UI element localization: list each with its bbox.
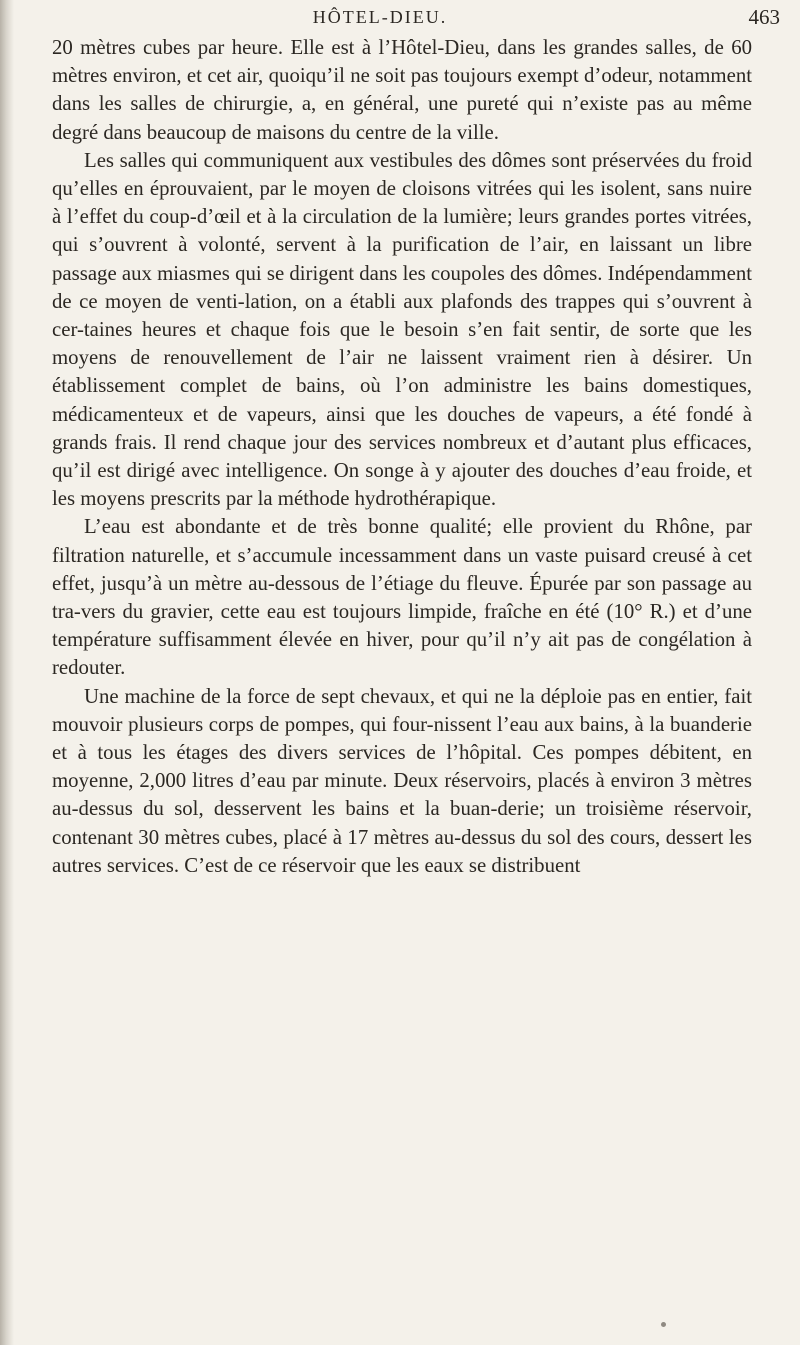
paragraph-ventilation: Les salles qui communiquent aux vestibules des dômes sont préservées du froid qu’elles en éprouvaient, par le moyen de cloisons vitrées qui les isolent, sans nuire à l’effet du coup-d’œil et à la circulation de la lumière; leurs grandes portes vitrées, qui s’ouvrent à volonté, servent à la purification de l’air, en laissant un libre passage aux miasmes qui se dirigent dans les coupoles des dômes. Indépendamment de ce moyen de venti-lation, on a établi aux plafonds des trappes qui s’ouvrent à cer-taines heures et chaque fois que le besoin s’en fait sentir, de sorte que les moyens de renouvellement de l’air ne laissent vraiment rien à désirer. Un établissement complet de bains, où l’on administre les bains domestiques, médicamenteux et de vapeurs, ainsi que les douches de vapeurs, a été fondé à grands frais. Il rend chaque jour des services nombreux et d’autant plus efficaces, qu’il est dirigé avec intelligence. On songe à y ajouter des douches d’eau froide, et les moyens prescrits par la méthode hydrothérapique. (52, 148, 752, 511)
paragraph-water: L’eau est abondante et de très bonne qualité; elle provient du Rhône, par filtration naturelle, et s’accumule incessamment dans un vaste puisard creusé à cet effet, jusqu’à un mètre au-dessous de l’étiage du fleuve. Épurée par son passage au tra-vers du gravier, cette eau est toujours limpide, fraîche en été (10° R.) et d’une température suffisamment élevée en hiver, pour qu’il n’y ait pas de congélation à redouter. (52, 515, 752, 680)
body-text (52, 34, 752, 880)
running-head: HÔTEL-DIEU. (312, 7, 448, 27)
ink-dot (661, 1322, 666, 1327)
page-number: 463 (748, 5, 780, 29)
paragraph-continuation: 20 mètres cubes par heure. Elle est à l’Hôtel-Dieu, dans les grandes salles, de 60 mètres environ, et cet air, quoiqu’il ne soit pas toujours exempt d’odeur, notamment dans les salles de chirurgie, a, en général, une pureté qui n’existe pas au même degré dans beaucoup de maisons du centre de la ville. (52, 36, 752, 144)
page-header (80, 2, 780, 32)
paragraph-machine: Une machine de la force de sept chevaux, et qui ne la déploie pas en entier, fait mouvoir plusieurs corps de pompes, qui four-nissent l’eau aux bains, à la buanderie et à tous les étages des divers services de l’hôpital. Ces pompes débitent, en moyenne, 2,000 litres d’eau par minute. Deux réservoirs, placés à environ 3 mètres au-dessus du sol, desservent les bains et la buan-derie; un troisième réservoir, contenant 30 mètres cubes, placé à 17 mètres au-dessus du sol des cours, dessert les autres services. C’est de ce réservoir que les eaux se distribuent (52, 684, 752, 877)
page-binding-edge (0, 0, 14, 1345)
